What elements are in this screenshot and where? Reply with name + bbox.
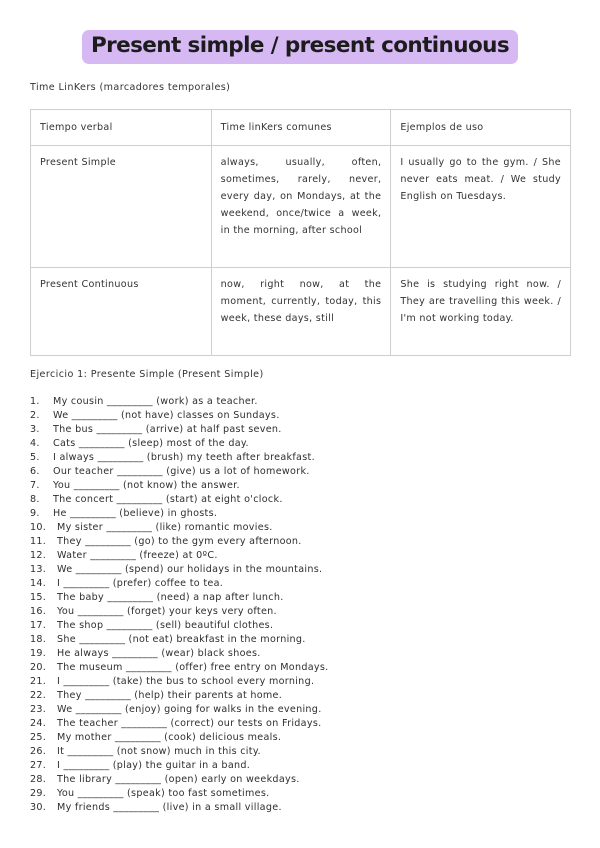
list-item xyxy=(30,479,570,493)
links-heading: Time LinKers (marcadores temporales) xyxy=(30,82,231,93)
list-item xyxy=(30,535,570,549)
item-text: We _________ (spend) our holidays in the mountains. xyxy=(57,564,323,575)
item-number: 23. xyxy=(30,704,47,715)
item-text: I _________ (take) the bus to school every morning. xyxy=(57,676,315,687)
tense-cell: Present Simple xyxy=(31,146,212,268)
item-text: I _________ (play) the guitar in a band. xyxy=(57,760,251,771)
item-text: My sister _________ (like) romantic movies. xyxy=(57,522,273,533)
item-number: 27. xyxy=(30,760,47,771)
exercise-list xyxy=(30,395,570,815)
table-header-cell: Ejemplos de uso xyxy=(391,110,571,146)
list-item xyxy=(30,451,570,465)
item-number: 10. xyxy=(30,522,47,533)
item-number: 12. xyxy=(30,550,47,561)
list-item xyxy=(30,731,570,745)
exercise-heading: Ejercicio 1: Presente Simple (Present Simple) xyxy=(30,369,264,380)
item-number: 5. xyxy=(30,452,40,463)
item-number: 26. xyxy=(30,746,47,757)
item-number: 18. xyxy=(30,634,47,645)
item-text: You _________ (forget) your keys very often. xyxy=(57,606,277,617)
list-item xyxy=(30,773,570,787)
tense-cell: Present Continuous xyxy=(31,268,212,356)
table-header-cell: Time linKers comunes xyxy=(211,110,391,146)
list-item xyxy=(30,591,570,605)
item-number: 7. xyxy=(30,480,40,491)
time-linkers-table xyxy=(30,109,571,356)
list-item xyxy=(30,675,570,689)
item-text: We _________ (not have) classes on Sundays. xyxy=(53,410,280,421)
item-text: My friends _________ (live) in a small village. xyxy=(57,802,282,813)
linkers-cell: now, right now, at the moment, currently, today, this week, these days, still xyxy=(211,268,391,356)
linkers-cell: always, usually, often, sometimes, rarely, never, every day, on Mondays, at the weekend, once/twice a week, in the morning, after school xyxy=(211,146,391,268)
list-item xyxy=(30,423,570,437)
list-item xyxy=(30,633,570,647)
item-number: 28. xyxy=(30,774,47,785)
item-text: We _________ (enjoy) going for walks in the evening. xyxy=(57,704,322,715)
item-number: 2. xyxy=(30,410,40,421)
examples-cell: I usually go to the gym. / She never eats meat. / We study English on Tuesdays. xyxy=(391,146,571,268)
item-number: 30. xyxy=(30,802,47,813)
item-text: I _________ (prefer) coffee to tea. xyxy=(57,578,224,589)
item-number: 6. xyxy=(30,466,40,477)
item-number: 24. xyxy=(30,718,47,729)
item-number: 25. xyxy=(30,732,47,743)
table-header-row xyxy=(31,110,571,146)
table-row xyxy=(31,268,571,356)
title-banner xyxy=(0,30,600,64)
item-number: 14. xyxy=(30,578,47,589)
list-item xyxy=(30,801,570,815)
list-item xyxy=(30,717,570,731)
list-item xyxy=(30,437,570,451)
item-number: 4. xyxy=(30,438,40,449)
item-text: It _________ (not snow) much in this city. xyxy=(57,746,261,757)
list-item xyxy=(30,521,570,535)
item-text: The concert _________ (start) at eight o'clock. xyxy=(53,494,283,505)
list-item xyxy=(30,619,570,633)
item-text: He _________ (believe) in ghosts. xyxy=(53,508,218,519)
item-text: You _________ (speak) too fast sometimes. xyxy=(57,788,270,799)
page-title: Present simple / present continuous xyxy=(82,30,518,64)
list-item xyxy=(30,745,570,759)
item-text: My cousin _________ (work) as a teacher. xyxy=(53,396,258,407)
item-text: They _________ (go) to the gym every afternoon. xyxy=(57,536,302,547)
item-number: 17. xyxy=(30,620,47,631)
item-number: 22. xyxy=(30,690,47,701)
item-number: 8. xyxy=(30,494,40,505)
list-item xyxy=(30,549,570,563)
item-text: The teacher _________ (correct) our tests on Fridays. xyxy=(57,718,322,729)
list-item xyxy=(30,507,570,521)
table-header-cell: Tiempo verbal xyxy=(31,110,212,146)
list-item xyxy=(30,689,570,703)
item-text: She _________ (not eat) breakfast in the morning. xyxy=(57,634,306,645)
item-text: He always _________ (wear) black shoes. xyxy=(57,648,261,659)
item-number: 11. xyxy=(30,536,47,547)
list-item xyxy=(30,787,570,801)
item-text: The shop _________ (sell) beautiful clothes. xyxy=(57,620,274,631)
item-text: The museum _________ (offer) free entry on Mondays. xyxy=(57,662,329,673)
item-text: Cats _________ (sleep) most of the day. xyxy=(53,438,249,449)
item-number: 1. xyxy=(30,396,40,407)
item-text: The library _________ (open) early on weekdays. xyxy=(57,774,300,785)
item-text: Our teacher _________ (give) us a lot of homework. xyxy=(53,466,310,477)
list-item xyxy=(30,395,570,409)
item-text: I always _________ (brush) my teeth after breakfast. xyxy=(53,452,315,463)
list-item xyxy=(30,703,570,717)
item-number: 3. xyxy=(30,424,40,435)
item-text: Water _________ (freeze) at 0ºC. xyxy=(57,550,218,561)
item-number: 20. xyxy=(30,662,47,673)
list-item xyxy=(30,647,570,661)
item-number: 21. xyxy=(30,676,47,687)
item-number: 29. xyxy=(30,788,47,799)
item-text: They _________ (help) their parents at home. xyxy=(57,690,283,701)
item-number: 16. xyxy=(30,606,47,617)
list-item xyxy=(30,605,570,619)
item-text: The bus _________ (arrive) at half past seven. xyxy=(53,424,282,435)
list-item xyxy=(30,409,570,423)
item-text: My mother _________ (cook) delicious meals. xyxy=(57,732,282,743)
list-item xyxy=(30,465,570,479)
item-number: 15. xyxy=(30,592,47,603)
item-text: The baby _________ (need) a nap after lunch. xyxy=(57,592,284,603)
list-item xyxy=(30,759,570,773)
item-number: 13. xyxy=(30,564,47,575)
list-item xyxy=(30,661,570,675)
list-item xyxy=(30,563,570,577)
item-number: 9. xyxy=(30,508,40,519)
table-row xyxy=(31,146,571,268)
list-item xyxy=(30,577,570,591)
list-item xyxy=(30,493,570,507)
examples-cell: She is studying right now. / They are travelling this week. / I'm not working today. xyxy=(391,268,571,356)
item-number: 19. xyxy=(30,648,47,659)
item-text: You _________ (not know) the answer. xyxy=(53,480,240,491)
